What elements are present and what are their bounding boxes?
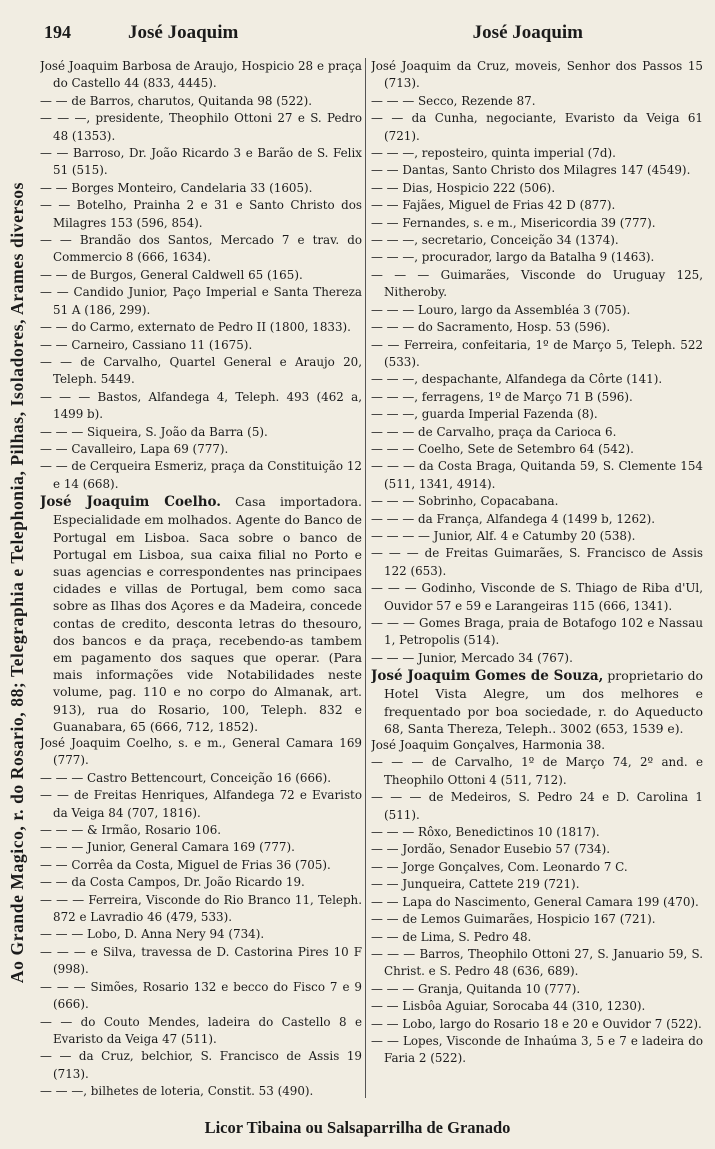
directory-entry: — — da Costa Campos, Dr. João Ricardo 19. [40,875,305,890]
directory-entry: — — —, presidente, Theophilo Ottoni 27 e S. Pedro 48 (1353). [40,111,362,143]
directory-entry: — — —, bilhetes de loteria, Constit. 53 (490). [40,1084,314,1098]
directory-entry: — — — da França, Alfandega 4 (1499 b, 1262). [371,511,656,526]
directory-entry: — — Jorge Gonçalves, Com. Leonardo 7 C. [371,859,628,874]
directory-entry: — — Lopes, Visconde de Inhaúma 3, 5 e 7 e ladeira do Faria 2 (522). [371,1033,703,1066]
directory-entry: — — — Louro, largo da Assembléa 3 (705). [371,302,631,317]
side-advertisement-text: Ao Grande Magico, r. do Rosario, 88; Telegraphia e Telephonia, Pilhas, Isoladores, Arames diversos [7,181,28,983]
directory-entry: — — —, guarda Imperial Fazenda (8). [371,407,598,422]
directory-entry: — — — Godinho, Visconde de S. Thiago de Riba d'Ul, Ouvidor 57 e 59 e Larangeiras 115 (666, 1341). [371,581,703,613]
directory-entry: — — Lisbôa Aguiar, Sorocaba 44 (310, 1230). [371,999,646,1014]
page-header [40,22,701,48]
directory-entry: — — — do Sacramento, Hosp. 53 (596). [371,320,611,335]
directory-entry: — — — de Medeiros, S. Pedro 24 e D. Carolina 1 (511). [371,790,703,822]
directory-entry: — — — Rôxo, Benedictinos 10 (1817). [371,825,600,840]
directory-entry: — — de Cerqueira Esmeriz, praça da Constituição 12 e 14 (668). [40,459,362,491]
directory-entry: — — de Barros, charutos, Quitanda 98 (522). [40,93,313,108]
advert-gomes-souza [371,667,703,737]
directory-entry: — — — Secco, Rezende 87. [371,93,536,108]
directory-entry: — — — — Junior, Alf. 4 e Catumby 20 (538). [371,528,636,543]
directory-entry: — — Carneiro, Cassiano 11 (1675). [40,337,253,352]
directory-entry: — — — Junior, General Camara 169 (777). [40,840,295,855]
directory-entry: — — — da Costa Braga, Quitanda 59, S. Clemente 154 (511, 1341, 4914). [371,459,703,491]
directory-entry: — — — Simões, Rosario 132 e becco do Fisco 7 e 9 (666). [40,979,362,1012]
directory-entry: — — de Carvalho, Quartel General e Araujo 20, Teleph. 5449. [40,354,362,387]
directory-entry: — — Botelho, Prainha 2 e 31 e Santo Christo dos Milagres 153 (596, 854). [40,198,362,230]
directory-entry: — — — Bastos, Alfandega 4, Teleph. 493 (462 a, 1499 b). [40,389,362,422]
right-entries [371,58,703,667]
directory-entry: — — Borges Monteiro, Candelaria 33 (1605). [40,180,313,195]
directory-entry: — — Barroso, Dr. João Ricardo 3 e Barão de S. Felix 51 (515). [40,146,362,178]
directory-entry: — — Cavalleiro, Lapa 69 (777). [40,441,229,456]
directory-entry: — — — Sobrinho, Copacabana. [371,494,559,509]
left-column [40,58,362,1098]
page-footer: Licor Tibaina ou Salsaparrilha de Granado [204,1118,511,1137]
directory-entry: — — de Lima, S. Pedro 48. [371,929,532,944]
directory-entry: — — de Lemos Guimarães, Hospicio 167 (721). [371,912,656,927]
directory-entry: — — — Ferreira, Visconde do Rio Branco 11, Teleph. 872 e Lavradio 46 (479, 533). [40,892,362,925]
directory-entry: José Joaquim Coelho, s. e m., General Camara 169 (777). [40,736,362,768]
directory-entry: — — —, ferragens, 1º de Março 71 B (596). [371,389,633,404]
right-entries-after [371,737,703,1068]
directory-entry: — — de Freitas Henriques, Alfandega 72 e Evaristo da Veiga 84 (707, 1816). [40,788,362,820]
directory-entry: — — — e Silva, travessa de D. Castorina Pires 10 F (998). [40,944,362,977]
directory-entry: — — do Carmo, externato de Pedro II (1800, 1833). [40,320,351,335]
directory-entry: — — do Couto Mendes, ladeira do Castello 8 e Evaristo da Veiga 47 (511). [40,1014,362,1046]
directory-entry: — — —, procurador, largo da Batalha 9 (1463). [371,250,655,265]
advert-coelho-name: José Joaquim Coelho. [40,494,221,511]
left-entries [40,58,362,493]
directory-entry: — — Brandão dos Santos, Mercado 7 e trav. do Commercio 8 (666, 1634). [40,233,362,265]
right-column [371,58,703,1098]
directory-entry: — — da Cunha, negociante, Evaristo da Veiga 61 (721). [371,111,703,143]
directory-entry: — — Fajães, Miguel de Frias 42 D (877). [371,198,616,213]
directory-entry: — — — Granja, Quitanda 10 (777). [371,981,581,996]
directory-entry: — — — Coelho, Sete de Setembro 64 (542). [371,441,634,456]
header-right-title: José Joaquim [472,22,583,43]
directory-entry: José Joaquim Gonçalves, Harmonia 38. [371,738,606,753]
advert-coelho [40,493,362,735]
directory-entry: — — — Barros, Theophilo Ottoni 27, S. Januario 59, S. Christ. e S. Pedro 48 (636, 689). [371,946,703,979]
left-entries-after [40,735,362,1098]
directory-entry: — — Jordão, Senador Eusebio 57 (734). [371,842,611,857]
directory-entry: — — — Junior, Mercado 34 (767). [371,650,573,665]
directory-entry: — — —, despachante, Alfandega da Côrte (141). [371,372,663,387]
header-left-title: José Joaquim [128,22,239,43]
directory-entry: José Joaquim da Cruz, moveis, Senhor dos Passos 15 (713). [371,59,703,91]
directory-entry: — — — Castro Bettencourt, Conceição 16 (666). [40,770,331,785]
directory-entry: — — Lobo, largo do Rosario 18 e 20 e Ouvidor 7 (522). [371,1016,702,1031]
advert-gomes-souza-name: José Joaquim Gomes de Souza, [371,668,604,685]
directory-entry: — — Lapa do Nascimento, General Camara 199 (470). [371,894,699,909]
directory-entry: — — Corrêa da Costa, Miguel de Frias 36 (705). [40,857,331,872]
directory-entry: — — da Cruz, belchior, S. Francisco de Assis 19 (713). [40,1049,362,1081]
directory-entry: — — Fernandes, s. e m., Misericordia 39 (777). [371,215,656,230]
directory-entry: José Joaquim Barbosa de Araujo, Hospicio 28 e praça do Castello 44 (833, 4445). [40,59,362,91]
directory-entry: — — —, secretario, Conceição 34 (1374). [371,233,619,248]
directory-entry: — — Ferreira, confeitaria, 1º de Março 5, Teleph. 522 (533). [371,337,703,369]
directory-entry: — — — de Freitas Guimarães, S. Francisco de Assis 122 (653). [371,546,703,578]
directory-entry: — — Dantas, Santo Christo dos Milagres 147 (4549). [371,163,691,178]
directory-entry: — — — Gomes Braga, praia de Botafogo 102 e Nassau 1, Petropolis (514). [371,616,703,648]
advert-gomes-souza-text: proprietario do Hotel Vista Alegre, um dos melhores e frequentado por boa sociedade, r. do Aqueducto 68, Santa Thereza, Teleph.. 3002 (653, 1539 e). [384,668,703,736]
directory-entry: — — de Burgos, General Caldwell 65 (165). [40,267,303,282]
advert-coelho-text: Casa importadora. Especialidade em molhados. Agente do Banco de Portugal em Lisboa. Saca sobre o banco de Portugal em Lisboa, sua caixa filial no Porto e suas agencias e correspondentes nas principaes cidades e villas de Portugal, bem como saca sobre as Ilhas dos Açores e da Madeira, concede contas de credito, desconta letras do thesouro, dos bancos e da praça, recebendo-as tambem em pagamento dos saques que operar. (Para mais informações vide Notabilidades neste volume, pag. 110 e no corpo do Almanak, art. 913), rua do Rosario, 100, Teleph. 832 e Guanabara, 65 (666, 712, 1852). [53,494,362,734]
directory-entry: — — — Siqueira, S. João da Barra (5). [40,424,268,439]
page-number: 194 [44,22,71,42]
side-advertisement [0,52,36,1112]
directory-entry: — — Candido Junior, Paço Imperial e Santa Thereza 51 A (186, 299). [40,285,362,317]
directory-entry: — — Dias, Hospicio 222 (506). [371,180,556,195]
directory-entry: — — — Guimarães, Visconde do Uruguay 125, Nitheroby. [371,267,703,300]
directory-entry: — — — de Carvalho, 1º de Março 74, 2º and. e Theophilo Ottoni 4 (511, 712). [371,755,703,787]
column-divider [365,58,366,1098]
directory-entry: — — — de Carvalho, praça da Carioca 6. [371,424,617,439]
directory-entry: — — —, reposteiro, quinta imperial (7d). [371,146,616,161]
directory-entry: — — Junqueira, Cattete 219 (721). [371,877,580,892]
directory-entry: — — — & Irmão, Rosario 106. [40,823,222,838]
directory-entry: — — — Lobo, D. Anna Nery 94 (734). [40,927,265,942]
